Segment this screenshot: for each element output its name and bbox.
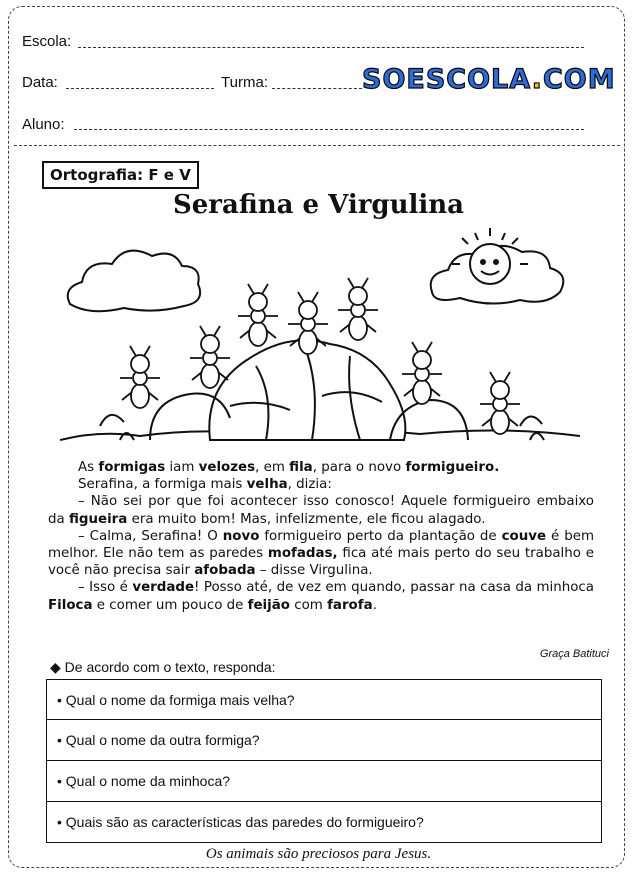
highlighted-word: velozes (198, 460, 256, 475)
topic-badge: Ortografia: F e V (42, 161, 199, 189)
highlighted-word: formigueiro. (405, 460, 500, 475)
highlighted-word: figueira (68, 511, 128, 527)
text-run: , em (255, 460, 290, 475)
highlighted-word: couve (501, 528, 547, 544)
text-run: ! Posso até, de vez em quando, passar na casa da minhoca (194, 580, 594, 596)
instruction-text: De acordo com o texto, responda: (64, 659, 276, 675)
text-run: Serafina, a formiga mais (78, 477, 247, 493)
story-text (48, 459, 594, 614)
question-box[interactable] (46, 720, 602, 761)
site-logo: SOESCOLA.COM (362, 64, 616, 95)
school-label: Escola: (22, 33, 72, 50)
left-cloud (68, 251, 200, 312)
text-run: – Não sei por que foi acontecer isso conosco! Aquele formigueiro embaixo da (48, 494, 594, 527)
bullet-icon: • (57, 773, 66, 789)
ant-icon (480, 372, 520, 434)
highlighted-word: formigas (98, 460, 166, 475)
text-run: – Isso é (78, 580, 133, 596)
question-text: Quais são as características das paredes do formigueiro? (65, 814, 424, 830)
text-run: As (78, 460, 99, 475)
question-box[interactable] (46, 679, 602, 720)
bullet-icon: • (57, 732, 66, 748)
text-run: . (372, 597, 377, 613)
question-box[interactable] (46, 802, 602, 843)
student-label: Aluno: (22, 116, 65, 133)
text-run: iam (165, 460, 199, 475)
header-separator (14, 145, 620, 146)
text-run: é bem melhor. Ele não tem as paredes (48, 528, 594, 562)
ant-icon (238, 284, 278, 346)
bullet-icon: • (57, 691, 66, 708)
date-label: Data: (22, 74, 58, 91)
text-run: – disse Virgulina. (255, 563, 373, 579)
school-field[interactable] (78, 47, 584, 48)
instruction (50, 659, 276, 676)
story-paragraph (48, 493, 594, 527)
highlighted-word: verdade (132, 580, 195, 596)
question-text: Qual o nome da minhoca? (65, 773, 231, 789)
text-run: com (289, 597, 328, 613)
highlighted-word: feijão (247, 597, 290, 613)
text-run: formigueiro perto da plantação de (259, 528, 502, 544)
ant-icon (402, 342, 442, 404)
story-title: Serafina e Virgulina (172, 190, 465, 220)
bullet-icon: • (57, 814, 66, 830)
story-paragraph (48, 579, 594, 613)
question-text: Qual o nome da formiga mais velha? (65, 691, 295, 708)
highlighted-word: novo (222, 528, 260, 544)
story-paragraph (48, 528, 594, 580)
question-box[interactable] (46, 761, 602, 802)
story-paragraph (48, 459, 594, 476)
ant-icon (190, 326, 230, 388)
text-run: , dizia: (287, 477, 332, 493)
highlighted-word: farofa (327, 597, 373, 613)
author-credit: Graça Batituci (539, 648, 609, 660)
date-field[interactable] (66, 88, 214, 89)
highlighted-word: afobada (194, 563, 256, 579)
ants-anthill-illustration (60, 226, 580, 458)
text-run: , para o novo (312, 460, 406, 475)
class-label: Turma: (221, 74, 268, 91)
class-field[interactable] (272, 88, 362, 89)
text-run: e comer um pouco de (92, 597, 248, 613)
sun-icon (452, 228, 528, 284)
student-field[interactable] (74, 129, 584, 130)
story-paragraph (48, 476, 594, 493)
highlighted-word: fila (289, 460, 313, 475)
highlighted-word: mofadas, (267, 546, 338, 562)
text-run: fica até mais perto do seu trabalho e você não precisa sair (48, 546, 594, 579)
question-text: Qual o nome da outra formiga? (65, 732, 260, 748)
highlighted-word: velha (246, 477, 288, 493)
text-run: – Calma, Serafina! O (78, 528, 223, 544)
highlighted-word: Filoca (48, 597, 93, 613)
text-run: era muito bom! Mas, infelizmente, ele ficou alagado. (127, 511, 486, 527)
ant-icon (120, 346, 160, 408)
footer-verse: Os animais são preciosos para Jesus. (205, 846, 432, 862)
ant-icon (338, 278, 378, 340)
diamond-bullet-icon: ◆ (50, 659, 61, 675)
